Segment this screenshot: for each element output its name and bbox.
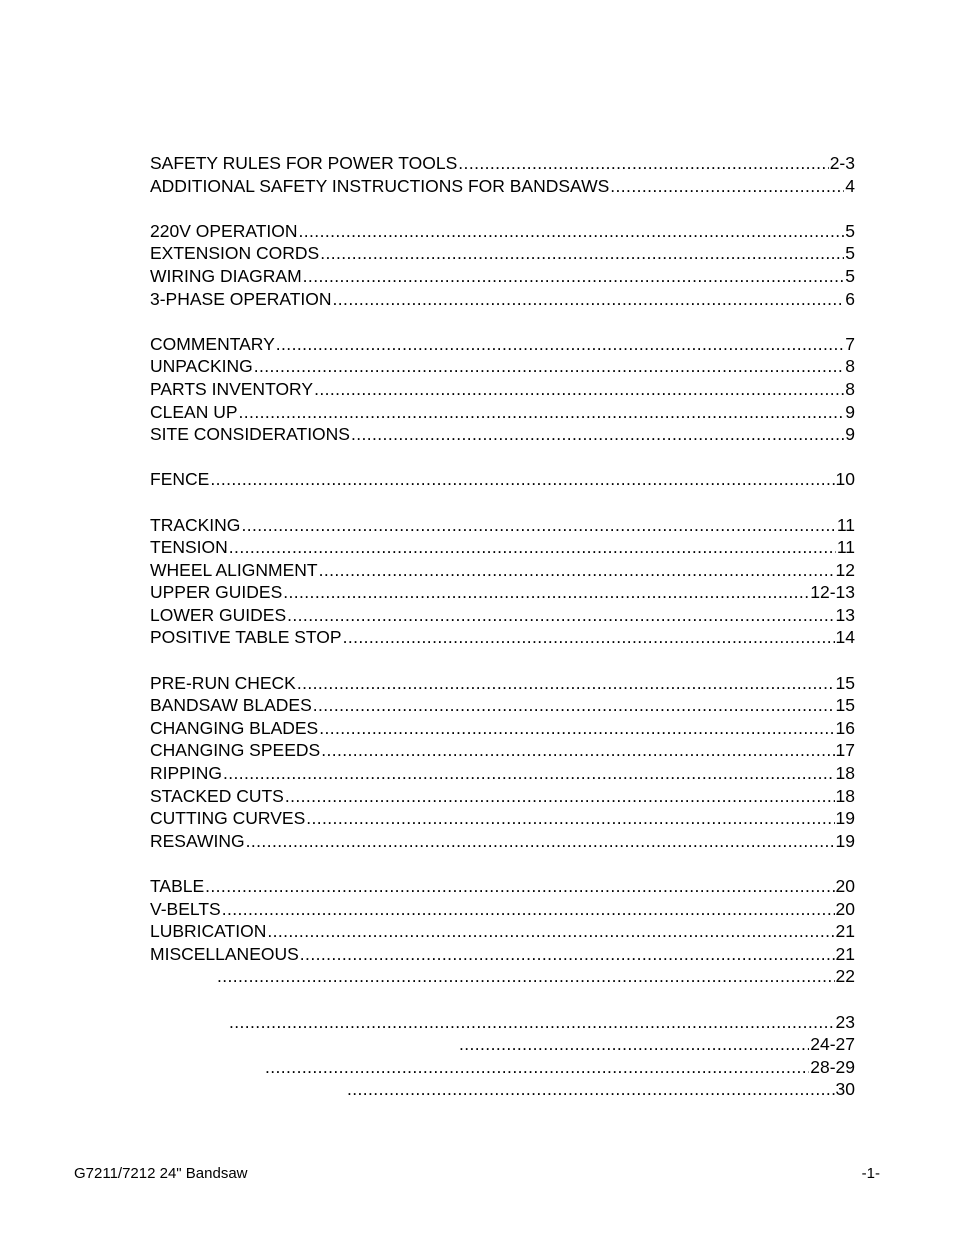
- toc-entry-label: STACKED CUTS: [150, 785, 284, 806]
- toc-leader-dots: [223, 762, 835, 785]
- toc-entry-page: 4: [845, 175, 855, 196]
- toc-group: [150, 333, 855, 446]
- toc-entry: [150, 581, 855, 604]
- toc-entry-label: UNPACKING: [150, 356, 253, 377]
- toc-group: [150, 152, 855, 197]
- toc-entry: [150, 830, 855, 853]
- toc-leader-dots: [241, 514, 835, 537]
- toc-entry-label: TRACKING: [150, 514, 241, 535]
- toc-entry-label: PRE-RUN CHECK: [150, 672, 296, 693]
- toc-entry: [150, 536, 855, 559]
- toc-entry: [150, 807, 855, 830]
- toc-leader-dots: [320, 242, 844, 265]
- toc-entry: [150, 355, 855, 378]
- toc-entry: [150, 242, 855, 265]
- toc-entry-page: 30: [835, 1079, 855, 1100]
- toc-leader-dots: [610, 175, 844, 198]
- toc-entry-page: 10: [835, 469, 855, 490]
- toc-entry-label: PARTS INVENTORY: [150, 378, 314, 399]
- toc-leader-dots: [265, 1056, 809, 1079]
- toc-entry: [150, 401, 855, 424]
- toc-entry: [150, 762, 855, 785]
- toc-entry-label: POSITIVE TABLE STOP: [150, 627, 342, 648]
- toc-entry: [150, 717, 855, 740]
- toc-group: [150, 514, 855, 650]
- toc-leader-dots: [299, 220, 845, 243]
- toc-entry: [150, 1078, 855, 1101]
- toc-leader-dots: [297, 672, 835, 695]
- toc-leader-dots: [313, 694, 835, 717]
- toc-entry: [150, 604, 855, 627]
- toc-leader-dots: [217, 965, 835, 988]
- toc-entry-label: TENSION: [150, 537, 228, 558]
- toc-entry-label: RIPPING: [150, 763, 222, 784]
- toc-leader-dots: [205, 875, 834, 898]
- toc-entry-page: 18: [835, 785, 855, 806]
- toc-leader-dots: [267, 920, 834, 943]
- table-of-contents: [150, 152, 855, 1124]
- toc-entry: [150, 920, 855, 943]
- toc-leader-dots: [333, 288, 845, 311]
- footer-page-number: -1-: [861, 1165, 880, 1182]
- toc-entry: [150, 559, 855, 582]
- toc-entry: [150, 626, 855, 649]
- toc-entry: [150, 943, 855, 966]
- toc-entry-label: WIRING DIAGRAM: [150, 265, 302, 286]
- toc-entry-page: 24-27: [810, 1034, 855, 1055]
- toc-entry-label: LOWER GUIDES: [150, 604, 287, 625]
- toc-leader-dots: [222, 898, 835, 921]
- toc-entry-label: WHEEL ALIGNMENT: [150, 559, 318, 580]
- toc-entry-label: SITE CONSIDERATIONS: [150, 424, 350, 445]
- toc-entry-label: FENCE: [150, 469, 210, 490]
- toc-leader-dots: [351, 423, 844, 446]
- toc-entry: [150, 672, 855, 695]
- toc-leader-dots: [229, 536, 836, 559]
- toc-entry: [150, 220, 855, 243]
- toc-entry-page: 19: [835, 808, 855, 829]
- toc-group: [150, 672, 855, 853]
- toc-entry-label: EXTENSION CORDS: [150, 243, 320, 264]
- toc-entry-label: ADDITIONAL SAFETY INSTRUCTIONS FOR BANDSAWS: [150, 175, 610, 196]
- toc-group: [150, 1011, 855, 1101]
- toc-entry: [150, 514, 855, 537]
- toc-entry-page: 23: [835, 1011, 855, 1032]
- toc-entry: [150, 898, 855, 921]
- toc-entry-label: RESAWING: [150, 830, 245, 851]
- toc-entry-page: 2-3: [829, 153, 855, 173]
- toc-entry: [150, 468, 855, 491]
- toc-entry-page: 11: [836, 514, 855, 535]
- toc-entry-page: 7: [845, 333, 855, 354]
- toc-entry: [150, 423, 855, 446]
- toc-leader-dots: [321, 739, 834, 762]
- toc-entry: [150, 739, 855, 762]
- toc-entry-page: 17: [835, 740, 855, 761]
- toc-entry-label: CHANGING SPEEDS: [150, 740, 321, 761]
- toc-group: [150, 468, 855, 491]
- toc-entry-page: 15: [835, 672, 855, 693]
- toc-leader-dots: [319, 559, 835, 582]
- toc-leader-dots: [314, 378, 844, 401]
- footer-model: G7211/7212 24" Bandsaw: [74, 1165, 248, 1182]
- toc-entry-label: V-BELTS: [150, 898, 221, 919]
- toc-entry-page: 22: [835, 966, 855, 987]
- toc-group: [150, 220, 855, 310]
- toc-entry-label: 220V OPERATION: [150, 220, 298, 241]
- toc-entry: [150, 175, 855, 198]
- toc-entry-page: 5: [845, 243, 855, 264]
- toc-leader-dots: [459, 1033, 809, 1056]
- toc-entry: [150, 1011, 855, 1034]
- toc-entry-page: 9: [845, 401, 855, 422]
- toc-entry-label: BANDSAW BLADES: [150, 695, 312, 716]
- toc-entry-label: MISCELLANEOUS: [150, 943, 299, 964]
- toc-entry-label: COMMENTARY: [150, 333, 275, 354]
- toc-entry-page: 9: [845, 424, 855, 445]
- toc-entry: [150, 152, 855, 175]
- toc-leader-dots: [254, 355, 845, 378]
- toc-entry-label: CLEAN UP: [150, 401, 238, 422]
- toc-leader-dots: [239, 401, 845, 424]
- toc-leader-dots: [210, 468, 834, 491]
- toc-entry: [150, 288, 855, 311]
- toc-leader-dots: [285, 785, 835, 808]
- toc-entry-page: 18: [835, 763, 855, 784]
- toc-entry-page: 8: [845, 356, 855, 377]
- toc-entry-page: 11: [836, 537, 855, 558]
- toc-entry-page: 12-13: [810, 582, 855, 603]
- toc-entry-page: 19: [835, 830, 855, 851]
- toc-entry-label: CHANGING BLADES: [150, 717, 319, 738]
- toc-leader-dots: [246, 830, 835, 853]
- toc-entry-page: 21: [835, 943, 855, 964]
- toc-leader-dots: [229, 1011, 835, 1034]
- toc-leader-dots: [343, 626, 835, 649]
- toc-leader-dots: [276, 333, 844, 356]
- toc-group: [150, 875, 855, 988]
- toc-leader-dots: [300, 943, 835, 966]
- toc-entry-label: LUBRICATION: [150, 921, 267, 942]
- toc-entry: [150, 694, 855, 717]
- toc-entry-label: 3-PHASE OPERATION: [150, 288, 332, 309]
- toc-entry-label: UPPER GUIDES: [150, 582, 283, 603]
- toc-entry: [150, 333, 855, 356]
- toc-entry: [150, 965, 855, 988]
- toc-entry-page: 20: [835, 898, 855, 919]
- toc-entry: [150, 1033, 855, 1056]
- toc-entry-page: 20: [835, 876, 855, 896]
- toc-entry-label: SAFETY RULES FOR POWER TOOLS: [150, 153, 458, 173]
- toc-entry-label: TABLE: [150, 876, 205, 896]
- toc-leader-dots: [458, 152, 828, 175]
- toc-entry: [150, 378, 855, 401]
- toc-entry-page: 21: [835, 921, 855, 942]
- toc-leader-dots: [287, 604, 834, 627]
- toc-entry-page: 14: [835, 627, 855, 648]
- toc-entry-page: 13: [835, 604, 855, 625]
- toc-entry: [150, 1056, 855, 1079]
- toc-leader-dots: [319, 717, 834, 740]
- toc-entry-page: 6: [845, 288, 855, 309]
- toc-entry: [150, 265, 855, 288]
- toc-entry-page: 16: [835, 717, 855, 738]
- toc-leader-dots: [283, 581, 809, 604]
- toc-leader-dots: [306, 807, 834, 830]
- toc-entry: [150, 875, 855, 898]
- toc-entry: [150, 785, 855, 808]
- toc-entry-label: CUTTING CURVES: [150, 808, 306, 829]
- toc-entry-page: 5: [845, 265, 855, 286]
- toc-entry-page: 5: [845, 220, 855, 241]
- toc-entry-page: 28-29: [810, 1056, 855, 1077]
- toc-leader-dots: [347, 1078, 835, 1101]
- toc-entry-page: 12: [835, 559, 855, 580]
- toc-entry-page: 15: [835, 695, 855, 716]
- toc-entry-page: 8: [845, 378, 855, 399]
- toc-leader-dots: [303, 265, 845, 288]
